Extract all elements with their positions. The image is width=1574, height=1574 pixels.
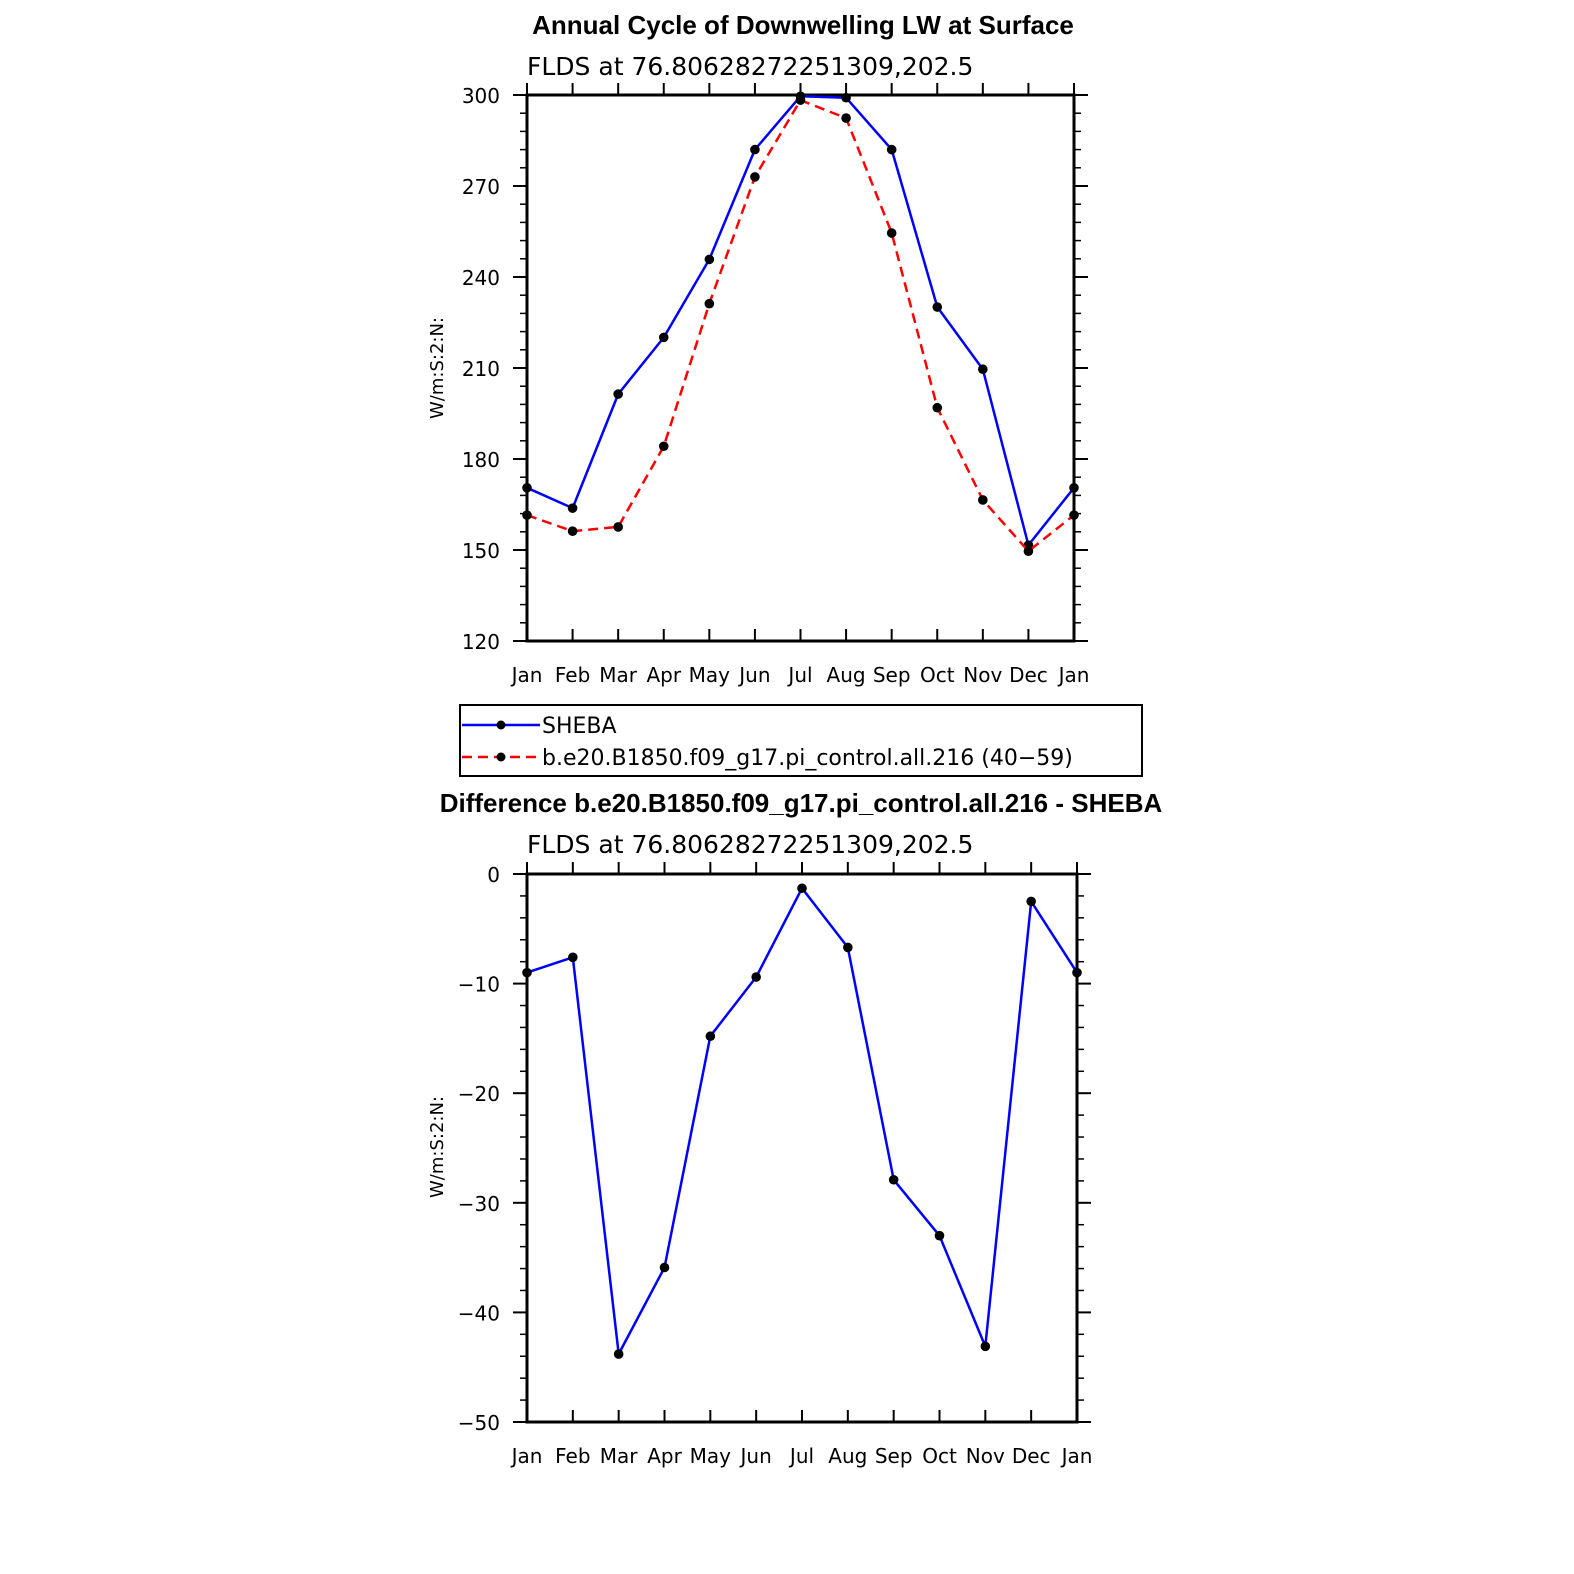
y-tick-label: 210 (461, 357, 500, 381)
x-tick-label: Apr (646, 663, 682, 687)
y-tick-label: 180 (461, 448, 500, 472)
series-line-1 (527, 100, 1074, 551)
data-point (750, 172, 760, 182)
data-point (887, 228, 897, 238)
data-point (613, 389, 623, 399)
data-point (887, 145, 897, 155)
x-tick-label: Apr (647, 1444, 682, 1468)
data-point (659, 333, 669, 343)
difference-panel (427, 788, 1162, 1468)
data-point (568, 503, 578, 513)
axis-ticks (513, 83, 1088, 641)
data-point (841, 113, 851, 123)
x-tick-label: Jan (1061, 1444, 1093, 1468)
x-tick-label: Jun (740, 1444, 772, 1468)
legend (460, 705, 1142, 776)
data-point (705, 255, 715, 265)
series-lines (522, 883, 1082, 1358)
data-point (978, 364, 988, 374)
legend-label-sheba: SHEBA (542, 714, 617, 739)
data-point (522, 483, 532, 493)
y-tick-label: 240 (461, 266, 500, 290)
x-tick-label: Jun (739, 663, 771, 687)
x-tick-label: Oct (919, 663, 955, 687)
data-point (1069, 510, 1079, 520)
x-tick-label: Jul (789, 1444, 815, 1468)
x-tick-label: Aug (828, 1444, 868, 1468)
annual-cycle-panel (427, 10, 1089, 687)
chart-title: Difference b.e20.B1850.f09_g17.pi_control.all.216 - SHEBA (439, 788, 1163, 818)
data-point (981, 1342, 991, 1352)
data-point (522, 968, 532, 978)
x-tick-label: Mar (599, 1444, 638, 1468)
x-tick-label: Nov (965, 1444, 1005, 1468)
data-point (1069, 483, 1079, 493)
data-point (889, 1175, 899, 1185)
data-point (614, 1349, 624, 1359)
data-point (932, 302, 942, 312)
x-tick-label: Jan (511, 663, 543, 687)
x-tick-label: Dec (1009, 663, 1048, 687)
y-tick-label: −40 (457, 1301, 500, 1326)
x-tick-label: Aug (826, 663, 866, 687)
data-point (978, 495, 988, 505)
y-tick-label: 150 (461, 539, 500, 563)
y-tick-label: −20 (457, 1082, 500, 1107)
data-point (705, 299, 715, 309)
x-tick-labels (510, 1444, 1093, 1468)
chart-subtitle: FLDS at 76.80628272251309,202.5 (527, 52, 974, 81)
y-tick-labels (462, 84, 500, 654)
x-tick-label: Sep (872, 663, 911, 687)
chart-subtitle: FLDS at 76.80628272251309,202.5 (527, 830, 974, 859)
y-tick-label: 270 (461, 175, 500, 199)
data-point (568, 526, 578, 536)
x-tick-label: Nov (963, 663, 1003, 687)
legend-label-model: b.e20.B1850.f09_g17.pi_control.all.216 (40−59) (542, 746, 1073, 771)
data-point (659, 441, 669, 451)
y-tick-labels (458, 863, 500, 1435)
data-point (1072, 968, 1082, 978)
y-axis-label: W/m:S:2:N: (427, 317, 448, 419)
x-tick-label: Oct (922, 1444, 957, 1468)
data-point (797, 883, 807, 893)
x-tick-label: Jan (1058, 663, 1090, 687)
legend-marker-model (497, 753, 506, 762)
x-tick-label: May (689, 1444, 732, 1468)
data-point (751, 972, 761, 982)
x-tick-label: Mar (599, 663, 638, 687)
x-tick-label: Sep (874, 1444, 913, 1468)
x-tick-label: Dec (1011, 1444, 1051, 1468)
y-tick-label: 0 (487, 863, 500, 887)
series-line-0 (527, 888, 1077, 1354)
x-tick-label: Jan (511, 1444, 543, 1468)
data-point (796, 95, 806, 105)
y-tick-label: −30 (457, 1191, 500, 1216)
data-point (660, 1263, 670, 1273)
plot-frame (527, 95, 1074, 641)
chart-title: Annual Cycle of Downwelling LW at Surface (532, 10, 1074, 40)
series-line-0 (527, 96, 1074, 545)
data-point (750, 145, 760, 155)
y-axis-label: W/m:S:2:N: (427, 1096, 448, 1198)
data-point (843, 943, 853, 953)
x-tick-label: May (688, 663, 731, 687)
y-tick-label: 300 (461, 84, 500, 108)
data-point (706, 1031, 716, 1041)
x-tick-label: Feb (555, 1444, 591, 1468)
x-tick-labels (510, 663, 1090, 687)
y-tick-label: −10 (457, 972, 500, 997)
data-point (568, 952, 578, 962)
x-tick-label: Jul (788, 663, 813, 687)
x-tick-label: Feb (554, 663, 591, 687)
data-point (1024, 546, 1034, 556)
y-tick-label: −50 (457, 1411, 500, 1435)
data-point (935, 1231, 945, 1241)
data-point (841, 93, 851, 103)
data-point (522, 510, 532, 520)
y-tick-label: 120 (461, 630, 500, 654)
axis-ticks (513, 862, 1091, 1422)
legend-marker-sheba (497, 721, 506, 730)
data-point (613, 522, 623, 532)
plot-frame (527, 874, 1077, 1422)
data-point (1026, 897, 1036, 907)
data-point (932, 403, 942, 413)
series-lines (522, 91, 1079, 556)
